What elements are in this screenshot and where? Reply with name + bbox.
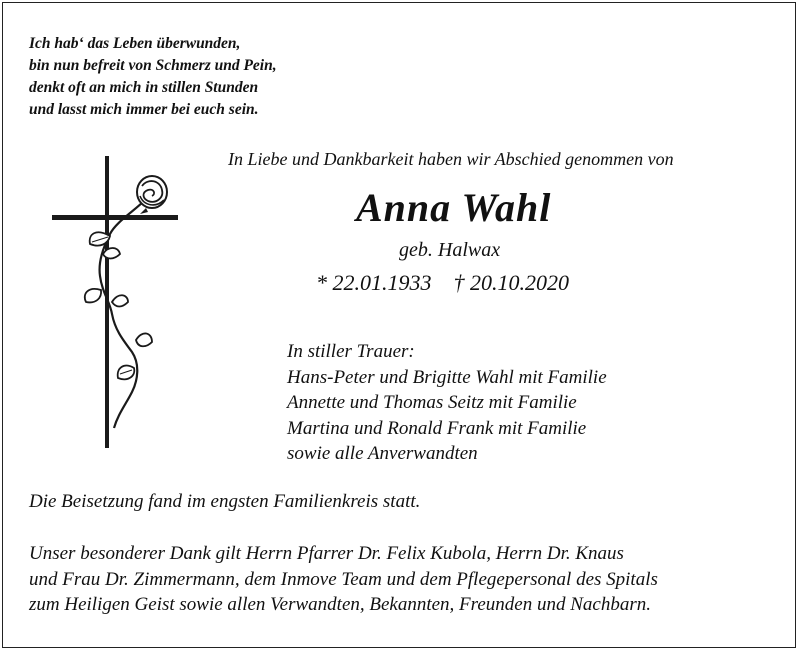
cross-with-rose-icon <box>48 152 182 450</box>
life-dates <box>316 270 569 296</box>
deceased-name: Anna Wahl <box>356 185 552 230</box>
poem-line: und lasst mich immer bei euch sein. <box>29 101 259 118</box>
burial-note: Die Beisetzung fand im engsten Familienkreis statt. <box>29 491 421 512</box>
intro-text: In Liebe und Dankbarkeit haben wir Abschied genommen von <box>228 149 674 169</box>
mourner-line: sowie alle Anverwandten <box>287 443 478 464</box>
mourner-line: Hans-Peter und Brigitte Wahl mit Familie <box>287 366 607 388</box>
thanks-block <box>29 541 658 618</box>
poem-line: bin nun befreit von Schmerz und Pein, <box>29 57 277 74</box>
birth-date: * 22.01.1933 <box>316 270 432 295</box>
death-date: † 20.10.2020 <box>453 270 569 295</box>
mourner-line: Annette und Thomas Seitz mit Familie <box>287 392 577 413</box>
poem-line: denkt oft an mich in stillen Stunden <box>29 79 259 96</box>
poem-line: Ich hab‘ das Leben überwunden, <box>29 35 241 52</box>
mourner-line: Martina und Ronald Frank mit Familie <box>287 417 587 439</box>
poem <box>29 33 277 121</box>
birth-name: geb. Halwax <box>399 239 501 261</box>
thanks-line: zum Heiligen Geist sowie allen Verwandten, Bekannten, Freunden und Nachbarn. <box>29 594 651 615</box>
mourners-heading: In stiller Trauer: <box>287 341 415 362</box>
mourners-block <box>287 339 607 467</box>
thanks-line: Unser besonderer Dank gilt Herrn Pfarrer Dr. Felix Kubola, Herrn Dr. Knaus <box>29 543 624 564</box>
thanks-line: und Frau Dr. Zimmermann, dem Inmove Team und dem Pflegepersonal des Spitals <box>29 568 658 590</box>
